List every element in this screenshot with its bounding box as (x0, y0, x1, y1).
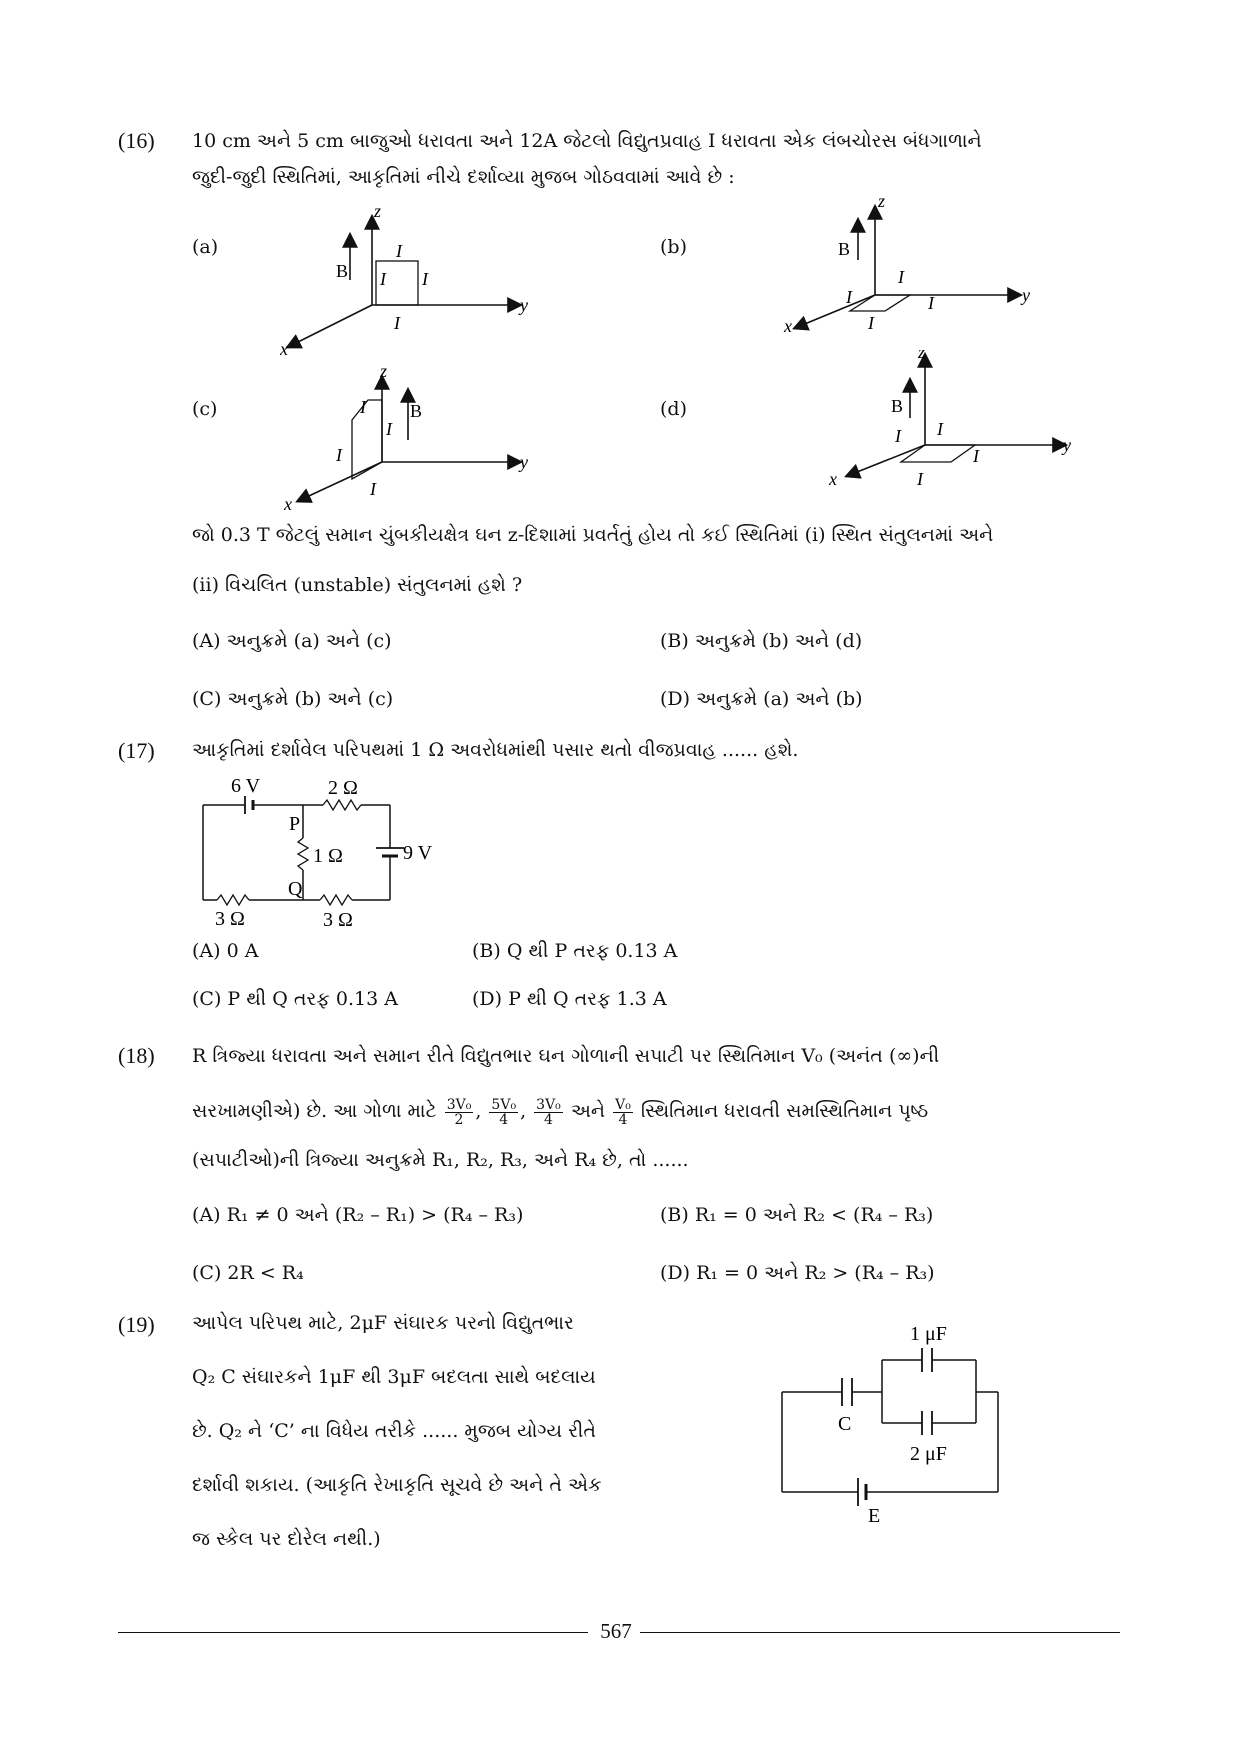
q19-text-line5: જ સ્કેલ પર દોરેલ નથી.) (192, 1528, 381, 1550)
fraction-numerator: 5V₀ (491, 1096, 517, 1113)
q16-text-line4: (ii) વિચલિત (unstable) સંતુલનમાં હશે ? (192, 574, 523, 596)
current-label: I (846, 287, 852, 307)
axis-z-label: z (878, 195, 886, 211)
resistor-2ohm-label: 2 Ω (328, 777, 358, 799)
fraction-denominator: 4 (499, 1111, 509, 1128)
axis-y-label: y (1022, 285, 1030, 305)
current-label: I (928, 293, 934, 313)
question-number-19: (19) (118, 1312, 155, 1337)
q16-option-b[interactable]: (B) અનુક્રમે (b) અને (d) (660, 630, 863, 652)
fraction-3v0-over-2 (445, 1098, 474, 1127)
current-label: I (386, 419, 392, 439)
fraction-5v0-over-4 (489, 1098, 518, 1127)
q19-text-line4: દર્શાવી શકાય. (આકૃતિ રેખાકૃતિ સૂચવે છે અને તે એક (192, 1474, 602, 1496)
question-number-16: (16) (118, 128, 155, 153)
axis-y-label: y (520, 295, 528, 315)
question-number-18: (18) (118, 1043, 155, 1068)
node-p-label: P (289, 813, 301, 835)
current-label: I (895, 426, 901, 446)
figure-c-loop-diagram (280, 365, 540, 515)
figure-b-loop-diagram (780, 195, 1040, 345)
axis-z-label: z (918, 350, 926, 362)
resistor-3ohm-left-label: 3 Ω (215, 908, 245, 930)
q16-option-a[interactable]: (A) અનુક્રમે (a) અને (c) (192, 630, 392, 652)
b-field-label: B (336, 261, 349, 281)
fraction-denominator: 4 (544, 1111, 553, 1128)
fraction-numerator: V₀ (615, 1096, 631, 1113)
q17-option-a[interactable]: (A) 0 A (192, 940, 259, 962)
fraction-v0-over-4 (613, 1098, 633, 1127)
capacitor-1uf-label: 1 μF (910, 1323, 947, 1345)
q17-option-b[interactable]: (B) Q થી P તરફ 0.13 A (472, 940, 678, 962)
q19-text-line2: Q₂ C સંઘારકને 1μF થી 3μF બદલતા સાથે બદલાય (192, 1366, 596, 1388)
current-label: I (394, 313, 400, 333)
current-label: I (898, 267, 904, 287)
q18-line2-suffix: સ્થિતિમાન ધરાવતી સમસ્થિતિમાન પૃષ્ઠ (640, 1100, 929, 1122)
fraction-3v0-over-4 (534, 1098, 563, 1127)
q17-option-d[interactable]: (D) P થી Q તરફ 1.3 A (472, 988, 667, 1010)
axis-y-label: y (1063, 435, 1071, 455)
axis-x-label: x (784, 316, 792, 336)
page-number: 567 (600, 1619, 632, 1643)
current-label: I (973, 446, 979, 466)
emf-e-label: E (868, 1505, 881, 1525)
figure-a-loop-diagram (280, 205, 540, 360)
q16-text-line3: જો 0.3 T જેટલું સમાન ચુંબકીયક્ષેત્ર ઘન z-દિશામાં પ્રવર્તતું હોય તો કઈ સ્થિતિમાં (i) સ્થિત સંતુલનમાં અને (192, 524, 994, 546)
q18-option-c[interactable]: (C) 2R < R₄ (192, 1262, 304, 1284)
current-label: I (360, 397, 366, 417)
battery-9v-label: 9 V (403, 842, 433, 864)
fig-label-d: (d) (660, 398, 687, 420)
q16-text-line1: 10 cm અને 5 cm બાજુઓ ધરાવતા અને 12A જેટલો વિદ્યુતપ્રવાહ I ધરાવતા એક લંબચોરસ બંધગાળાને (192, 130, 982, 152)
capacitor-c-label: C (838, 1413, 852, 1435)
fig-label-b: (b) (660, 236, 687, 258)
node-q-label: Q (288, 878, 303, 900)
fraction-numerator: 3V₀ (446, 1096, 472, 1113)
b-field-label: B (410, 401, 423, 421)
fig-label-c: (c) (192, 398, 218, 420)
fraction-denominator: 4 (618, 1111, 628, 1128)
q17-option-c[interactable]: (C) P થી Q તરફ 0.13 A (192, 988, 398, 1010)
q18-text-line3: (સપાટીઓ)ની ત્રિજ્યા અનુક્રમે R₁, R₂, R₃, અને R₄ છે, તો ...... (192, 1149, 689, 1171)
q17-text: આકૃતિમાં દર્શાવેલ પરિપથમાં 1 Ω અવરોધમાંથી પસાર થતો વીજપ્રવાહ ...... હશે. (192, 739, 799, 761)
q19-text-line3: છે. Q₂ ને ‘C’ ના વિધેય તરીકે ...... મુજબ યોગ્ય રીતે (192, 1420, 596, 1442)
figure-d-loop-diagram (825, 350, 1085, 500)
q18-option-b[interactable]: (B) R₁ = 0 અને R₂ < (R₄ – R₃) (660, 1204, 934, 1226)
q16-text-line2: જુદી-જુદી સ્થિતિમાં, આકૃતિમાં નીચે દર્શાવ્યા મુજબ ગોઠવવામાં આવે છે : (192, 166, 735, 188)
current-label: I (396, 241, 402, 261)
b-field-label: B (891, 396, 904, 416)
b-field-label: B (838, 239, 851, 259)
fraction-denominator: 2 (454, 1111, 464, 1128)
current-label: I (868, 313, 874, 333)
q16-option-c[interactable]: (C) અનુક્રમે (b) અને (c) (192, 688, 394, 710)
axis-x-label: x (280, 339, 288, 359)
current-label: I (370, 479, 376, 499)
question-number-17: (17) (118, 738, 155, 763)
q18-and-word: અને (570, 1100, 606, 1122)
fraction-numerator: 3V₀ (536, 1096, 561, 1113)
current-label: I (917, 469, 923, 489)
q18-text-line2: સરખામણીએ) છે. આ ગોળા માટે $\frac{\text{3V₀}}{2}$ , $\frac{\text{5V₀}}{4}$ , $\frac{\text{3V₀}}{4}$ અને $\frac{\text{V₀}}{4}$ સ્થિતિમાન ધરાવતી સમસ્થિતિમાન પૃષ્ઠ (192, 1096, 929, 1128)
q16-option-d[interactable]: (D) અનુક્રમે (a) અને (b) (660, 688, 863, 710)
axis-y-label: y (520, 452, 528, 472)
q18-line2-prefix: સરખામણીએ) છે. આ ગોળા માટે (192, 1100, 437, 1122)
footer-rule-left (118, 1632, 588, 1633)
axis-z-label: z (380, 365, 388, 381)
footer-rule-right (640, 1632, 1120, 1633)
axis-x-label: x (284, 494, 292, 514)
q18-option-a[interactable]: (A) R₁ ≠ 0 અને (R₂ – R₁) > (R₄ – R₃) (192, 1204, 524, 1226)
axis-z-label: z (374, 205, 382, 221)
q18-text-line1: R ત્રિજ્યા ધરાવતા અને સમાન રીતે વિદ્યુતભાર ઘન ગોળાની સપાટી પર સ્થિતિમાન V₀ (અનંત (∞)ની (192, 1045, 940, 1067)
q17-circuit-diagram (195, 770, 465, 930)
current-label: I (336, 445, 342, 465)
axis-x-label: x (829, 469, 837, 489)
resistor-3ohm-right-label: 3 Ω (323, 909, 353, 930)
current-label: I (937, 419, 943, 439)
current-label: I (380, 269, 386, 289)
current-label: I (422, 269, 428, 289)
battery-6v-label: 6 V (231, 775, 261, 797)
resistor-1ohm-label: 1 Ω (313, 845, 343, 867)
fig-label-a: (a) (192, 236, 219, 258)
q19-text-line1: આપેલ પરિપથ માટે, 2μF સંઘારક પરનો વિદ્યુતભાર (192, 1312, 574, 1334)
q19-capacitor-circuit-diagram (770, 1320, 1010, 1525)
q18-option-d[interactable]: (D) R₁ = 0 અને R₂ > (R₄ – R₃) (660, 1262, 935, 1284)
capacitor-2uf-label: 2 μF (910, 1443, 947, 1465)
